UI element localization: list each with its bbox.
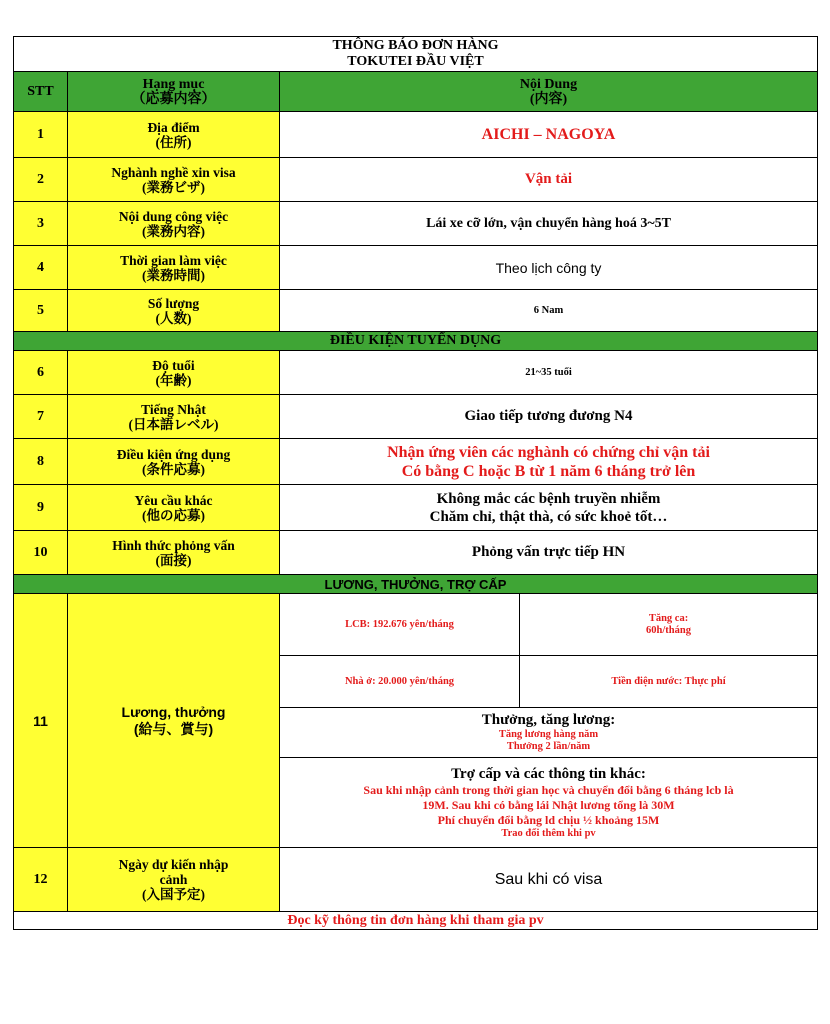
row-label-jp: (年齢) [155, 372, 192, 388]
row-label [68, 594, 280, 848]
row-label [68, 848, 280, 912]
allowance-line-2: 19M. Sau khi có bằng lái Nhật lương tổng là 30M [422, 797, 675, 812]
row-label-jp: (業務時間) [142, 267, 205, 283]
row-label-jp: (住所) [155, 134, 192, 150]
allowance-line-3: Phí chuyển đổi bằng ld chịu ½ khoảng 15M [437, 812, 660, 827]
row-label-vi: Điều kiện ứng dụng [116, 446, 231, 462]
table-row [14, 395, 818, 439]
row-label-jp: (日本語レベル) [128, 416, 219, 432]
row-label-vi: Hình thức phỏng vấn [112, 537, 235, 553]
requirement-line-1: Không mắc các bệnh truyền nhiễm [436, 490, 661, 507]
condition-line-2: Có bằng C hoặc B từ 1 năm 6 tháng trở lên [401, 462, 696, 480]
bonus-cell [280, 708, 818, 758]
table-row [14, 351, 818, 395]
bonus-line-1: Tăng lương hàng năm [498, 729, 599, 740]
row-label-jp: (条件応募) [142, 461, 205, 477]
table-row [14, 246, 818, 290]
row-label-jp: (業務ビザ) [142, 179, 205, 195]
row-label-vi: Thời gian làm việc [120, 252, 227, 268]
age-value: 21~35 tuổi [280, 351, 818, 395]
work-time-value: Theo lịch công ty [280, 246, 818, 290]
job-order-table [13, 36, 818, 930]
row-label [68, 531, 280, 575]
row-number: 4 [14, 246, 68, 290]
row-label-vi: Số lượng [147, 295, 200, 311]
row-label [68, 395, 280, 439]
table-row [14, 594, 818, 656]
quantity-value: 6 Nam [280, 290, 818, 332]
row-number: 8 [14, 439, 68, 485]
housing-value: Nhà ở: 20.000 yên/tháng [280, 656, 520, 708]
row-number: 5 [14, 290, 68, 332]
row-label [68, 439, 280, 485]
allowance-line-4: Trao đổi thêm khi pv [501, 827, 596, 839]
row-number: 2 [14, 158, 68, 202]
table-row [14, 290, 818, 332]
bonus-line-2: Thưởng 2 lần/năm [506, 741, 591, 752]
overtime-label: Tăng ca: [648, 612, 689, 624]
section-salary: LƯƠNG, THƯỞNG, TRỢ CẤP [14, 575, 818, 594]
row-label-vi-1: Ngày dự kiến nhập [118, 857, 229, 872]
row-label [68, 290, 280, 332]
table-row [14, 531, 818, 575]
visa-field-value: Vận tải [280, 158, 818, 202]
row-number: 6 [14, 351, 68, 395]
table-row [14, 202, 818, 246]
row-label-jp: (面接) [155, 552, 192, 568]
row-label-vi: Lương, thưởng [121, 703, 226, 720]
requirement-line-2: Chăm chỉ, thật thà, có sức khoẻ tốt… [429, 508, 668, 525]
title-row [14, 37, 818, 72]
utilities-value: Tiền điện nước: Thực phí [520, 656, 818, 708]
row-label-vi-2: cảnh [159, 872, 188, 887]
overtime-hours: 60h/tháng [646, 624, 691, 636]
row-number: 12 [14, 848, 68, 912]
row-label-jp: (入国予定) [142, 887, 205, 902]
header-row [14, 72, 818, 112]
section-conditions: ĐIỀU KIỆN TUYỂN DỤNG [14, 332, 818, 351]
table-row [14, 848, 818, 912]
row-number: 10 [14, 531, 68, 575]
section-row [14, 332, 818, 351]
row-number: 1 [14, 112, 68, 158]
header-content-vi: Nội Dung [519, 76, 578, 92]
condition-line-1: Nhận ứng viên các nghành có chứng chỉ vận tải [387, 443, 710, 461]
header-category-jp: （応募内容） [131, 91, 216, 107]
title-line-1: THÔNG BÁO ĐƠN HÀNG [332, 38, 499, 53]
base-salary-value: LCB: 192.676 yên/tháng [280, 594, 520, 656]
row-label-vi: Nội dung công việc [118, 208, 229, 224]
allowance-line-1: Sau khi nhập cảnh trong thời gian học và chuyển đổi bằng 6 tháng lcb là [363, 782, 734, 797]
japanese-level-value: Giao tiếp tương đương N4 [280, 395, 818, 439]
entry-date-value: Sau khi có visa [280, 848, 818, 912]
allowance-title: Trợ cấp và các thông tin khác: [451, 765, 646, 782]
row-label-vi: Địa điểm [147, 119, 200, 135]
header-category-vi: Hạng mục [142, 76, 205, 92]
table-row [14, 485, 818, 531]
row-label-jp: (人数) [155, 310, 192, 326]
row-number: 11 [14, 594, 68, 848]
header-stt: STT [14, 72, 68, 112]
other-requirements-value [280, 485, 818, 531]
interview-format-value: Phỏng vấn trực tiếp HN [280, 531, 818, 575]
overtime-value [520, 594, 818, 656]
header-category [68, 72, 280, 112]
row-label [68, 112, 280, 158]
location-value: AICHI – NAGOYA [280, 112, 818, 158]
row-label-jp: (給与、賞与) [133, 720, 214, 737]
row-label-vi: Yêu cầu khác [134, 492, 213, 508]
document-title [14, 37, 818, 72]
row-label [68, 485, 280, 531]
footer-note: Đọc kỹ thông tin đơn hàng khi tham gia pv [14, 912, 818, 930]
row-number: 3 [14, 202, 68, 246]
row-number: 9 [14, 485, 68, 531]
header-content [280, 72, 818, 112]
table-row [14, 112, 818, 158]
table-row [14, 158, 818, 202]
section-row [14, 575, 818, 594]
title-line-2: TOKUTEI ĐẦU VIỆT [347, 54, 484, 69]
footer-row [14, 912, 818, 930]
row-label [68, 351, 280, 395]
row-label [68, 158, 280, 202]
row-label-jp: (他の応募) [142, 507, 205, 523]
row-label-jp: (業務内容) [142, 223, 205, 239]
row-label [68, 246, 280, 290]
header-content-jp: (内容) [529, 91, 568, 107]
row-label-vi: Độ tuổi [152, 357, 195, 373]
application-conditions-value [280, 439, 818, 485]
bonus-title: Thưởng, tăng lương: [481, 712, 616, 728]
allowance-cell [280, 758, 818, 848]
row-label-vi: Nghành nghề xin visa [111, 164, 236, 180]
row-number: 7 [14, 395, 68, 439]
job-description-value: Lái xe cỡ lớn, vận chuyển hàng hoá 3~5T [280, 202, 818, 246]
table-row [14, 439, 818, 485]
row-label-vi: Tiếng Nhật [141, 401, 206, 417]
row-label [68, 202, 280, 246]
